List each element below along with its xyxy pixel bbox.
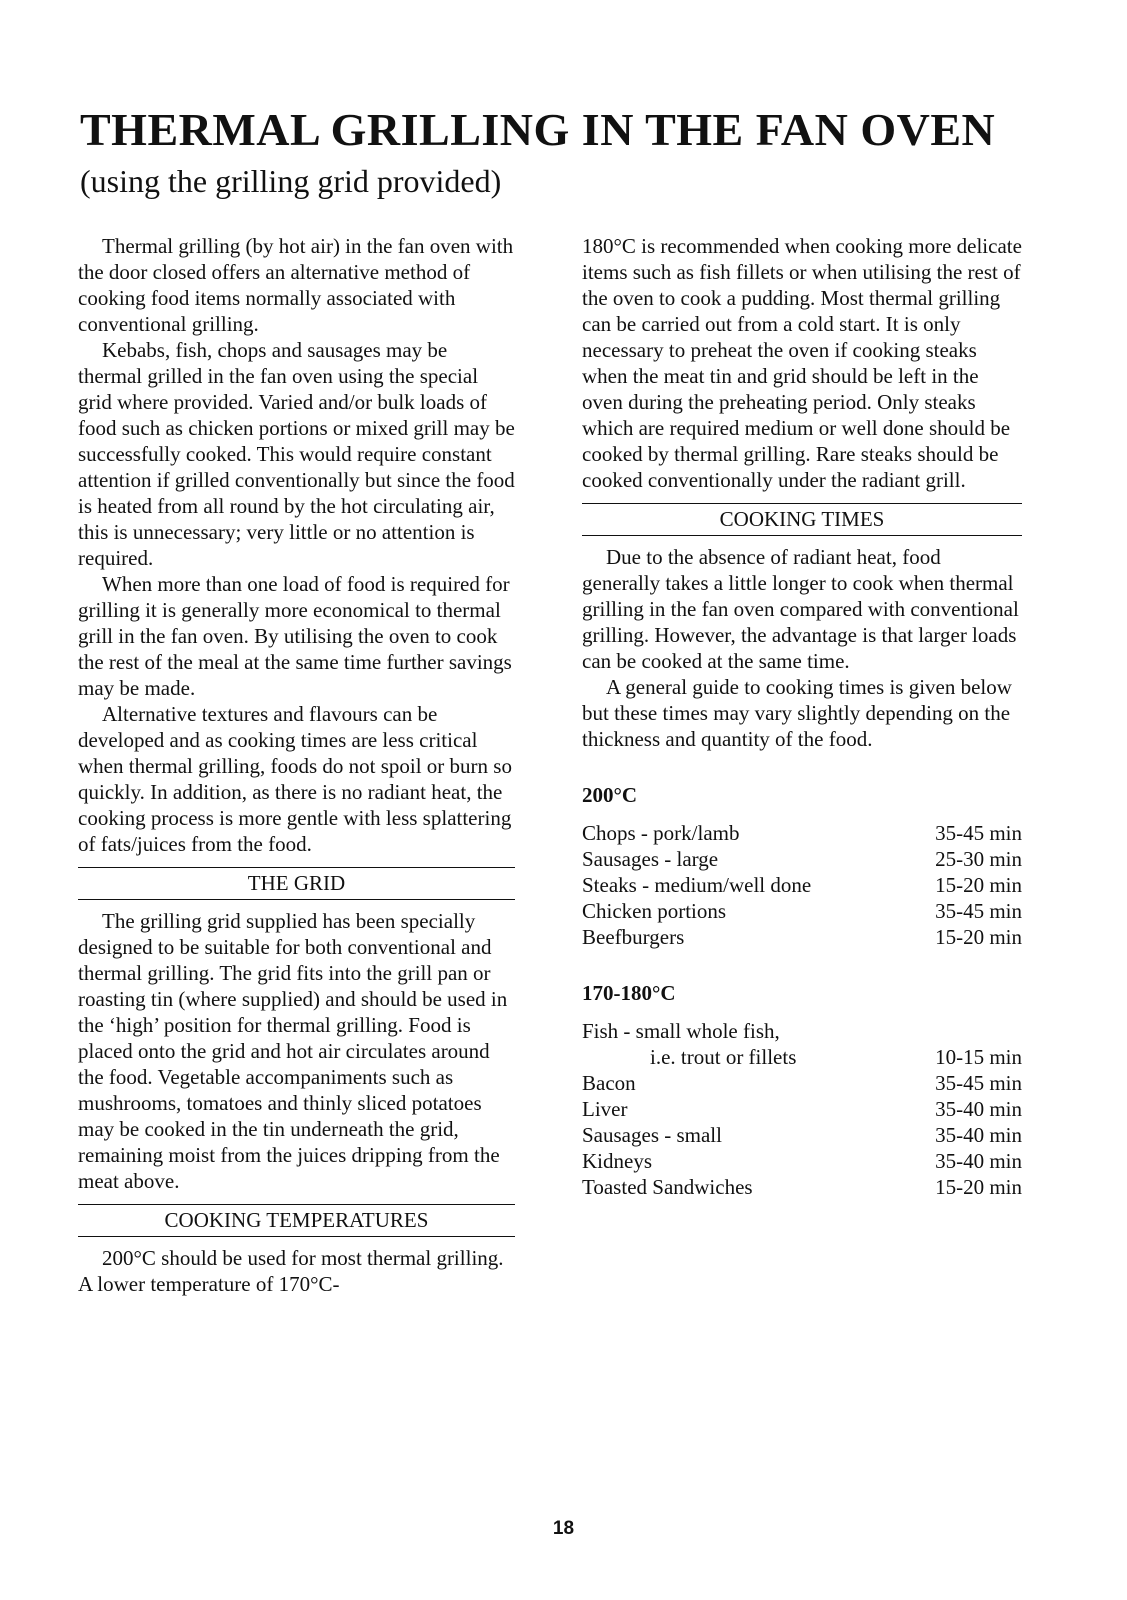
table-item: Liver (582, 1097, 628, 1121)
table-time: 15-20 min (935, 873, 1022, 897)
section-heading-grid: THE GRID (78, 867, 515, 900)
table-row (582, 1018, 1022, 1044)
table-row (582, 1044, 1022, 1070)
table-row (582, 1148, 1022, 1174)
section-heading-temperatures: COOKING TEMPERATURES (78, 1204, 515, 1237)
table-time: 35-40 min (935, 1149, 1022, 1173)
table-row (582, 846, 1022, 872)
table-time: 15-20 min (935, 1175, 1022, 1199)
page-subtitle: (using the grilling grid provided) (80, 163, 502, 199)
table-time: 25-30 min (935, 847, 1022, 871)
table-row (582, 898, 1022, 924)
table-item: Sausages - small (582, 1123, 722, 1147)
section-heading-cooking-times: COOKING TIMES (582, 503, 1022, 536)
table-item: Fish - small whole fish, (582, 1019, 780, 1043)
table-time: 35-40 min (935, 1097, 1022, 1121)
table-item: Sausages - large (582, 847, 719, 871)
table-item: Kidneys (582, 1149, 652, 1173)
table-row (582, 872, 1022, 898)
table-row (582, 924, 1022, 950)
times-paragraph-1: Due to the absence of radiant heat, food generally takes a little longer to cook when thermal grilling in the fan oven compared with conventional grilling. However, the advantage is that larger loads can be cooked at the same time. (582, 545, 1019, 673)
grid-paragraph: The grilling grid supplied has been specially designed to be suitable for both conventional and thermal grilling. The grid fits into the grill pan or roasting tin (where supplied) and should be used in the ‘high’ position for thermal grilling. Food is placed onto the grid and hot air circulates around the food. Vegetable accompaniments such as mushrooms, tomatoes and thinly sliced potatoes may be cooked in the tin underneath the grid, remaining moist from the juices dripping from the meat above. (78, 909, 508, 1193)
temperatures-paragraph: 200°C should be used for most thermal grilling. A lower temperature of 170°C- (78, 1246, 504, 1296)
cooking-times-table-170-180 (582, 1018, 1022, 1200)
table-row (582, 820, 1022, 846)
table-time: 35-45 min (935, 1071, 1022, 1095)
intro-paragraph-4: Alternative textures and flavours can be developed and as cooking times are less critical when thermal grilling, foods do not spoil or burn so quickly. In addition, as there is no radiant heat, the cooking process is more gentle with less splattering of fats/juices from the food. (78, 702, 512, 856)
table-time: 10-15 min (935, 1045, 1022, 1069)
table-item: Toasted Sandwiches (582, 1175, 753, 1199)
times-paragraph-2: A general guide to cooking times is given below but these times may vary slightly depending on the thickness and quantity of the food. (582, 675, 1012, 751)
table-row (582, 1174, 1022, 1200)
temperatures-continued-paragraph: 180°C is recommended when cooking more delicate items such as fish fillets or when utilising the rest of the oven to cook a pudding. Most thermal grilling can be carried out from a cold start. It is only necessary to preheat the oven if cooking steaks when the meat tin and grid should be left in the oven during the preheating period. Only steaks which are required medium or well done should be cooked by thermal grilling. Rare steaks should be cooked conventionally under the radiant grill. (582, 234, 1022, 492)
table-heading-200: 200°C (582, 783, 638, 807)
table-time: 15-20 min (935, 925, 1022, 949)
table-item: Steaks - medium/well done (582, 873, 812, 897)
page-title: THERMAL GRILLING IN THE FAN OVEN (80, 104, 996, 155)
intro-paragraph-3: When more than one load of food is required for grilling it is generally more economical to thermal grill in the fan oven. By utilising the oven to cook the rest of the meal at the same time further savings may be made. (78, 572, 512, 700)
table-item: Chops - pork/lamb (582, 821, 740, 845)
page-number: 18 (552, 1518, 575, 1539)
table-item: Beefburgers (582, 925, 685, 949)
table-time: 35-45 min (935, 821, 1022, 845)
cooking-times-table-200 (582, 820, 1022, 950)
table-time: 35-40 min (935, 1123, 1022, 1147)
table-row (582, 1122, 1022, 1148)
table-row (582, 1096, 1022, 1122)
left-column (78, 233, 515, 1297)
table-item: Chicken portions (582, 899, 727, 923)
table-item: Bacon (582, 1071, 636, 1095)
intro-paragraph-2: Kebabs, fish, chops and sausages may be thermal grilled in the fan oven using the special grid where provided. Varied and/or bulk loads of food such as chicken portions or mixed grill may be successfully cooked. This would require constant attention if grilled conventionally but since the food is heated from all round by the hot circulating air, this is unnecessary; very little or no attention is required. (78, 338, 515, 570)
table-item: i.e. trout or fillets (650, 1045, 797, 1069)
table-heading-170-180: 170-180°C (582, 981, 676, 1005)
intro-paragraph-1: Thermal grilling (by hot air) in the fan oven with the door closed offers an alternative method of cooking food items normally associated with conventional grilling. (78, 234, 514, 336)
table-row (582, 1070, 1022, 1096)
table-time: 35-45 min (935, 899, 1022, 923)
right-column (582, 233, 1022, 1200)
